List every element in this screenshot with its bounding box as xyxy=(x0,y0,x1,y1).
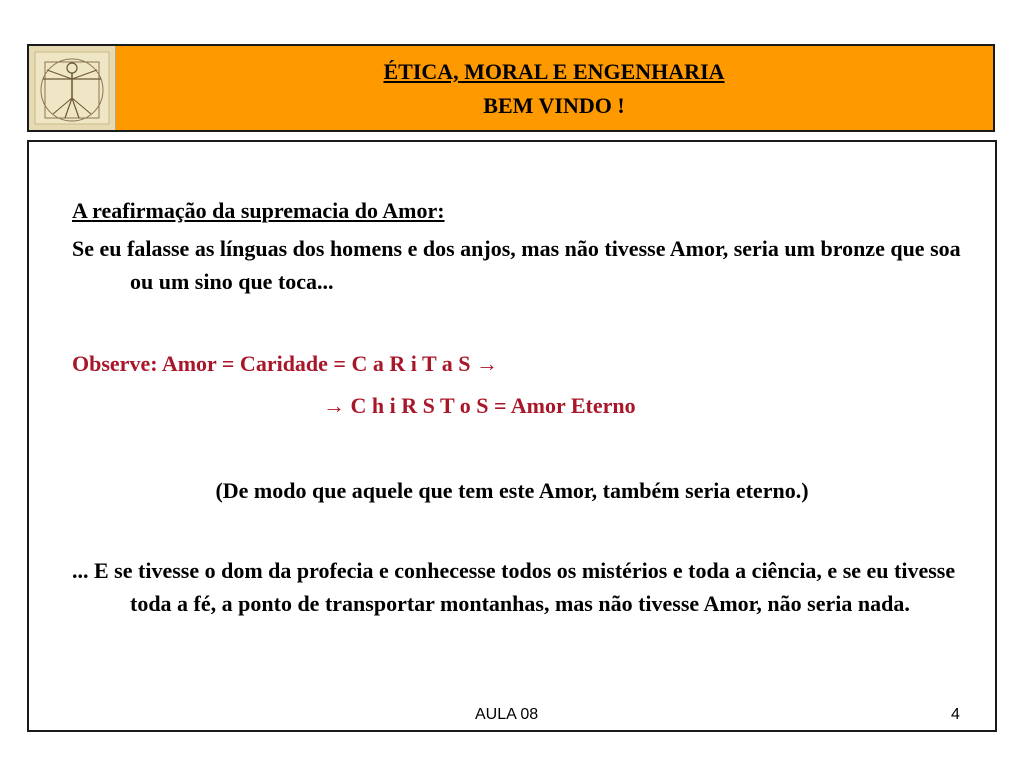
slide-subtitle: BEM VINDO ! xyxy=(483,93,625,118)
observe-line-caritas: Observe: Amor = Caridade = C a R i T a S → xyxy=(72,351,498,376)
paragraph-bronze: Se eu falasse as línguas dos homens e dos anjos, mas não tivesse Amor, seria um bronze que soa ou um sino que toca... xyxy=(72,236,961,294)
vitruvian-man-icon xyxy=(29,46,116,130)
header-title-block xyxy=(115,55,993,123)
page-number: 4 xyxy=(951,706,960,723)
content-heading: A reafirmação da supremacia do Amor: xyxy=(72,198,445,223)
footer-label: AULA 08 xyxy=(475,706,539,723)
eternal-love-note: (De modo que aquele que tem este Amor, também seria eterno.) xyxy=(215,478,809,503)
observe-line-christos: → C h i R S T o S = Amor Eterno xyxy=(323,393,636,418)
slide-header xyxy=(27,44,995,132)
paragraph-prophecy: ... E se tivesse o dom da profecia e conhecesse todos os mistérios e toda a ciência, e se eu tivesse toda a fé, a ponto de transportar montanhas, mas não tivesse Amor, não seria nada. xyxy=(72,558,956,616)
slide-content xyxy=(27,140,997,732)
slide-title: ÉTICA, MORAL E ENGENHARIA xyxy=(383,59,725,84)
